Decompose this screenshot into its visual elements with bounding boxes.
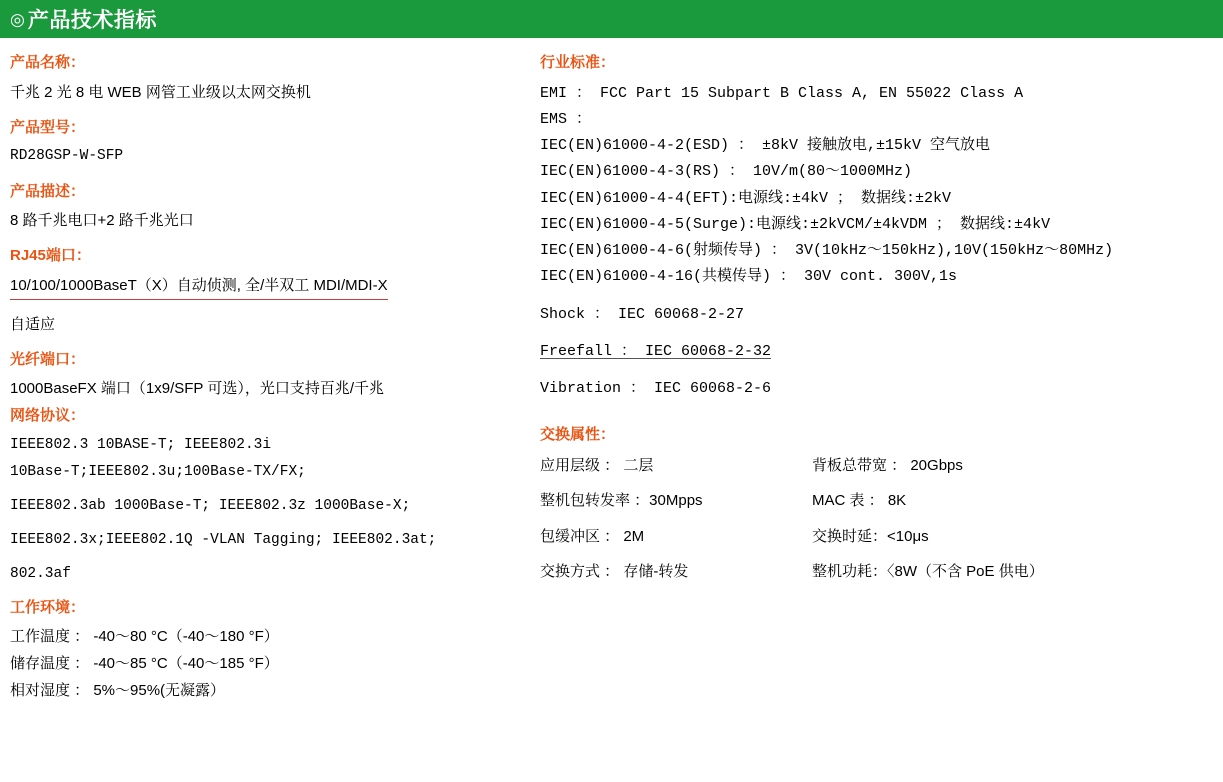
protocol-line: IEEE802.3 10BASE-T; IEEE802.3i (10, 436, 272, 453)
standard-line: IEC(EN)61000-4-4(EFT):电源线:±4kV ； 数据线:±2kV (540, 189, 952, 207)
rj45-line-1: 10/100/1000BaseT（X）自动侦测, 全/半双工 MDI/MDI-X (10, 274, 388, 300)
attr-cell: 包缓冲区 ： 2M (540, 527, 645, 545)
protocol-line: 802.3af (10, 565, 71, 582)
product-desc-value: 8 路千兆电口+2 路千兆光口 (10, 212, 194, 230)
standard-line: IEC(EN)61000-4-6(射频传导) ： 3V(10kHz～150kHz),10V(150kHz～80MHz) (540, 242, 1114, 259)
product-model-value: RD28GSP-W-SFP (10, 148, 124, 164)
environment-line: 储存温度 ： -40～85 °C（-40～185 °F） (10, 655, 279, 673)
attr-cell: 整机包转发率 ：30Mpps (540, 492, 703, 510)
page-title: 产品技术指标 (27, 9, 157, 32)
standard-line: EMI ： FCC Part 15 Subpart B Class A, EN 55022 Class A (540, 84, 1024, 102)
shock-line: Shock ： IEC 60068-2-27 (540, 305, 745, 323)
protocol-line: IEEE802.3x;IEEE802.1Q -VLAN Tagging; IEEE802.3at; (10, 531, 437, 548)
attr-cell: 背板总带宽 ： 20Gbps (812, 456, 963, 474)
standard-line: IEC(EN)61000-4-5(Surge):电源线:±2kVCM/±4kVDM ； 数据线:±4kV (540, 215, 1051, 233)
vibration-line: Vibration ： IEC 60068-2-6 (540, 380, 772, 397)
section-heading-product-model: 产品型号： (10, 118, 86, 136)
standard-line: IEC(EN)61000-4-3(RS) ： 10V/m(80～1000MHz) (540, 163, 913, 181)
content-area (0, 38, 1223, 706)
section-heading-rj45: RJ45端口： (10, 247, 91, 265)
page-header (0, 0, 1223, 38)
standard-line: IEC(EN)61000-4-2(ESD) ： ±8kV 接触放电,±15kV 空气放电 (540, 137, 991, 154)
product-name-value: 千兆 2 光 8 电 WEB 网管工业级以太网交换机 (10, 83, 311, 101)
attr-cell: 整机功耗：〈8W（不含 PoE 供电） (812, 563, 1044, 581)
freefall-line: Freefall ： IEC 60068-2-32 (540, 342, 772, 360)
section-heading-product-desc: 产品描述： (10, 182, 86, 200)
section-heading-fiber: 光纤端口： (10, 350, 86, 368)
section-heading-industry-standards: 行业标准： (540, 54, 616, 71)
rj45-line-2: 自适应 (10, 315, 56, 333)
attr-cell: MAC 表 ： 8K (812, 492, 907, 510)
environment-line: 相对湿度 ： 5%～95%(无凝露） (10, 682, 226, 700)
protocol-line: IEEE802.3ab 1000Base-T; IEEE802.3z 1000Base-X; (10, 497, 411, 514)
circle-bullet-icon: ◎ (10, 9, 25, 29)
section-heading-product-name: 产品名称： (10, 54, 86, 71)
right-column (520, 38, 1223, 706)
environment-line: 工作温度 ： -40～80 °C（-40～180 °F） (10, 628, 279, 646)
section-heading-protocols: 网络协议： (10, 407, 86, 425)
switch-attributes-grid (540, 455, 1213, 584)
attr-cell: 应用层级 ： 二层 (540, 456, 654, 474)
section-heading-switch-attrs: 交换属性： (540, 426, 616, 444)
standard-line: IEC(EN)61000-4-16(共模传导) ： 30V cont. 300V,1s (540, 268, 958, 286)
attr-cell: 交换时延：<10μs (812, 527, 929, 545)
protocol-line: 10Base-T;IEEE802.3u;100Base-TX/FX; (10, 463, 306, 480)
standard-line: EMS ： (540, 110, 592, 128)
attr-cell: 交换方式 ： 存储-转发 (540, 563, 689, 581)
fiber-value: 1000BaseFX 端口（1x9/SFP 可选），光口支持百兆/千兆 (10, 380, 384, 398)
left-column (0, 38, 520, 706)
section-heading-environment: 工作环境： (10, 598, 86, 616)
